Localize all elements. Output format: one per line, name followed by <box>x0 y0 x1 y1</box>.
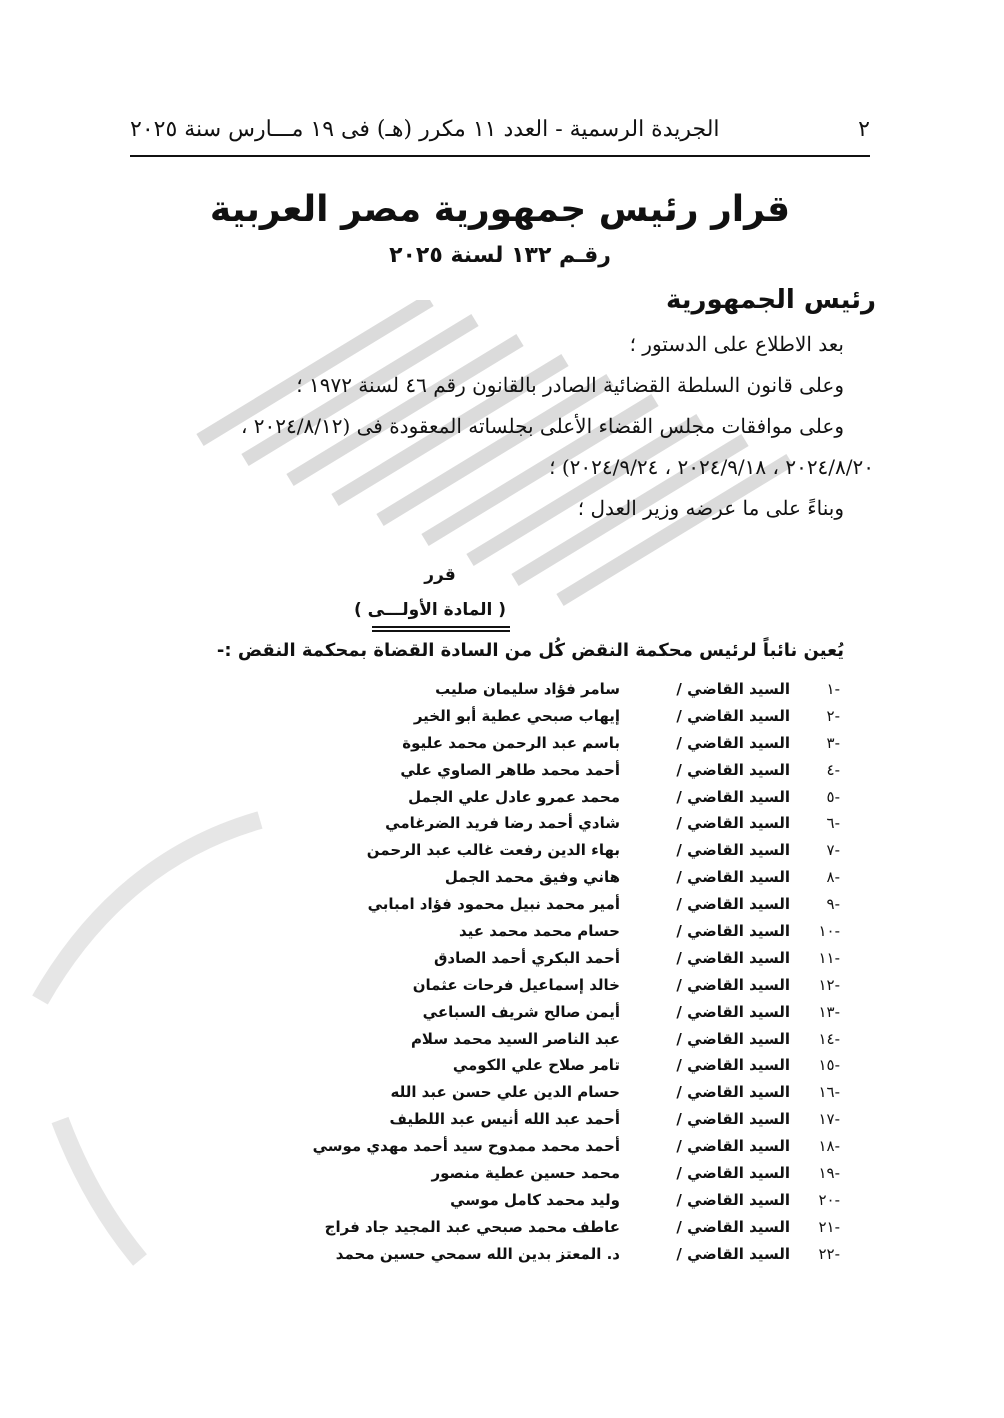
preamble-line: بعد الاطلاع على الدستور ؛ <box>629 332 844 356</box>
judge-number: -٦ <box>826 814 840 833</box>
judge-row <box>200 1214 860 1241</box>
judge-row <box>200 676 860 703</box>
judge-row <box>200 972 860 999</box>
judge-number: -٧ <box>826 841 840 860</box>
judge-name: إيهاب صبحي عطية أبو الخير <box>413 706 620 725</box>
judge-number: -١٩ <box>818 1164 840 1183</box>
judge-row <box>200 784 860 811</box>
judge-name: عبد الناصر السيد محمد سلام <box>410 1029 620 1048</box>
judge-number: -١٠ <box>818 922 840 941</box>
judge-row <box>200 1241 860 1268</box>
judge-number: -٨ <box>826 868 840 887</box>
judge-name: باسم عبد الرحمن محمد عليوة <box>402 733 620 752</box>
article-underline <box>372 630 510 632</box>
preamble <box>104 324 874 529</box>
judge-name: بهاء الدين رفعت غالب عبد الرحمن <box>366 841 620 860</box>
judge-name: حسام محمد محمد عيد <box>458 922 620 941</box>
judge-title: السيد القاضي / <box>676 948 790 967</box>
judge-number: -١١ <box>818 948 840 967</box>
judge-number: -٢٢ <box>818 1244 840 1263</box>
judge-name: سامر فؤاد سليمان صليب <box>435 680 620 698</box>
judge-name: خالد إسماعيل فرحات عثمان <box>412 975 620 994</box>
judge-row <box>200 810 860 837</box>
appointment-text: يُعين نائباً لرئيس محكمة النقض كُل من السادة القضاة بمحكمة النقض :- <box>216 640 844 661</box>
judge-list <box>200 676 860 1268</box>
judge-name: أحمد محمد ممدوح سيد أحمد مهدي موسي <box>312 1137 620 1156</box>
judge-title: السيد القاضي / <box>676 1190 790 1209</box>
judge-number: -١٣ <box>818 1002 840 1021</box>
judge-title: السيد القاضي / <box>676 922 790 941</box>
judge-title: السيد القاضي / <box>676 1002 790 1021</box>
judge-row <box>200 864 860 891</box>
preamble-line: وعلى موافقات مجلس القضاء الأعلى بجلساته المعقودة فى (٢٠٢٤/٨/١٢ ، <box>240 414 844 438</box>
judge-name: هاني وفيق محمد الجمل <box>444 868 620 887</box>
decree-title: قرار رئيس جمهورية مصر العربية <box>209 189 791 230</box>
judge-title: السيد القاضي / <box>676 1137 790 1156</box>
president-heading: رئيس الجمهورية <box>666 285 876 315</box>
judge-name: أيمن صالح شريف السباعي <box>422 1002 620 1021</box>
judge-row <box>200 1052 860 1079</box>
judge-name: محمد حسين عطية منصور <box>431 1164 620 1183</box>
judge-title: السيد القاضي / <box>676 1110 790 1129</box>
judge-title: السيد القاضي / <box>676 1083 790 1102</box>
judge-title: السيد القاضي / <box>676 975 790 994</box>
decided-label: قرر <box>424 565 456 585</box>
judge-number: -٢١ <box>818 1217 840 1236</box>
gazette-issue-line: الجريدة الرسمية - العدد ١١ مكرر (هـ) فى ١٩ مـــارس سنة ٢٠٢٥ <box>130 117 720 142</box>
judge-row <box>200 1187 860 1214</box>
judge-number: -٩ <box>826 895 840 914</box>
judge-number: -٢٠ <box>818 1190 840 1209</box>
judge-name: عاطف محمد صبحي عبد المجيد جاد فراج <box>324 1217 620 1236</box>
judge-title: السيد القاضي / <box>676 733 790 752</box>
judge-number: -١ <box>826 680 840 698</box>
judge-row <box>200 891 860 918</box>
judge-number: -١٥ <box>818 1056 840 1075</box>
judge-name: أحمد البكري أحمد الصادق <box>433 948 620 967</box>
judge-name: د. المعتز بدين الله سمحي حسين محمد <box>335 1244 620 1263</box>
judge-row <box>200 1026 860 1053</box>
judge-row <box>200 757 860 784</box>
article-underline <box>372 626 510 628</box>
judge-title: السيد القاضي / <box>676 1164 790 1183</box>
judge-title: السيد القاضي / <box>676 680 790 698</box>
judge-number: -١٤ <box>818 1029 840 1048</box>
judge-row <box>200 703 860 730</box>
judge-title: السيد القاضي / <box>676 1056 790 1075</box>
preamble-line: وعلى قانون السلطة القضائية الصادر بالقانون رقم ٤٦ لسنة ١٩٧٢ ؛ <box>296 373 844 397</box>
judge-name: أحمد عبد الله أنيس عبد اللطيف <box>389 1110 620 1129</box>
judge-row <box>200 1106 860 1133</box>
judge-number: -١٧ <box>818 1110 840 1129</box>
judge-number: -٢ <box>826 706 840 725</box>
judge-row <box>200 918 860 945</box>
judge-row <box>200 1079 860 1106</box>
decree-number: رقـم ١٣٢ لسنة ٢٠٢٥ <box>389 243 611 268</box>
judge-title: السيد القاضي / <box>676 1217 790 1236</box>
judge-name: حسام الدين علي حسن عبد الله <box>390 1083 620 1102</box>
judge-row <box>200 837 860 864</box>
judge-number: -٣ <box>826 733 840 752</box>
judge-row <box>200 1160 860 1187</box>
page-number: ٢ <box>858 117 870 142</box>
judge-row <box>200 945 860 972</box>
judge-number: -١٢ <box>818 975 840 994</box>
judge-number: -١٦ <box>818 1083 840 1102</box>
judge-title: السيد القاضي / <box>676 814 790 833</box>
judge-name: تامر صلاح علي الكومي <box>452 1056 620 1075</box>
judge-title: السيد القاضي / <box>676 1029 790 1048</box>
judge-row <box>200 1133 860 1160</box>
preamble-line: وبناءً على ما عرضه وزير العدل ؛ <box>577 496 844 520</box>
judge-name: وليد محمد كامل موسي <box>450 1190 620 1209</box>
judge-title: السيد القاضي / <box>676 1244 790 1263</box>
judge-title: السيد القاضي / <box>676 895 790 914</box>
judge-name: أمير محمد نبيل محمود فؤاد امبابي <box>367 895 620 914</box>
judge-number: -١٨ <box>818 1137 840 1156</box>
judge-row <box>200 730 860 757</box>
judge-number: -٥ <box>826 787 840 806</box>
judge-title: السيد القاضي / <box>676 706 790 725</box>
judge-name: أحمد محمد طاهر الصاوي علي <box>400 760 620 779</box>
header-rule <box>130 155 870 157</box>
judge-title: السيد القاضي / <box>676 787 790 806</box>
judge-number: -٤ <box>826 760 840 779</box>
article-title: ( المادة الأولـــى ) <box>353 600 507 620</box>
running-header <box>130 112 870 148</box>
preamble-line: ٢٠٢٤/٨/٢٠ ، ٢٠٢٤/٩/١٨ ، ٢٠٢٤/٩/٢٤) ؛ <box>549 455 874 479</box>
judge-title: السيد القاضي / <box>676 760 790 779</box>
judge-row <box>200 999 860 1026</box>
judge-title: السيد القاضي / <box>676 841 790 860</box>
judge-name: شادي أحمد رضا فريد الضرغامي <box>385 814 620 833</box>
judge-title: السيد القاضي / <box>676 868 790 887</box>
judge-name: محمد عمرو عادل علي الجمل <box>408 787 620 806</box>
